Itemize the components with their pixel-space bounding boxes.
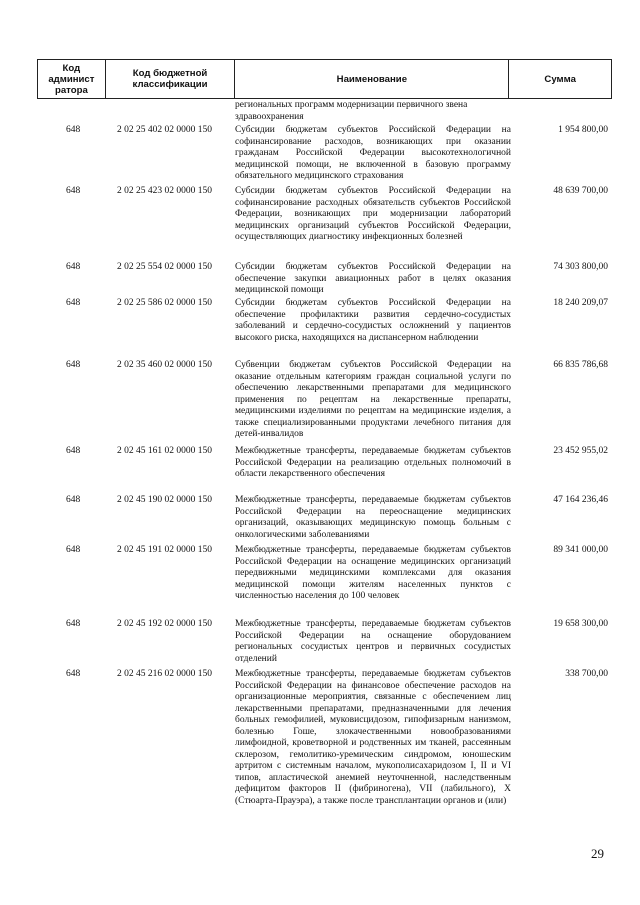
admin-code: 648 bbox=[66, 298, 81, 308]
item-name: Межбюджетные трансферты, передаваемые бюджетам субъектов Российской Федерации на реализацию отдельных полномочий в области лекарственного обеспечения bbox=[235, 446, 511, 479]
header-budget-code: Код бюджетной классификации bbox=[106, 60, 236, 98]
budget-code: 2 02 25 554 02 0000 150 bbox=[117, 262, 212, 272]
item-name: Межбюджетные трансферты, передаваемые бюджетам субъектов Российской Федерации на переоснащение медицинских организаций, оказывающих медицинскую помощь больным с онкологическими заболеваниями bbox=[235, 495, 511, 540]
admin-code: 648 bbox=[66, 619, 81, 629]
budget-code: 2 02 25 423 02 0000 150 bbox=[117, 186, 212, 196]
item-name: Межбюджетные трансферты, передаваемые бюджетам субъектов Российской Федерации на финансовое обеспечение расходов на организационные мероприятия, связанные с обеспечением лиц лекарственными препаратами, предназначенными для лечения больных гемофилией, муковисцидозом, гипофизарным нанизмом, болезнью Гоше, злокачественными новообразованиями лимфоидной, кроветворной и родственных им тканей, рассеянным склерозом, гемолитико-уремическим синдромом, юношеским артритом с системным началом, мукополисахаридозом I, II и VI типов, апластической анемией неуточненной, наследственным дефицитом факторов II (фибриногена), VII (лабильного), X (Стюарта-Прауэра), а также после трансплантации органов и (или) bbox=[235, 669, 511, 806]
item-sum: 48 639 700,00 bbox=[553, 186, 608, 196]
admin-code: 648 bbox=[66, 545, 81, 555]
header-admin-code bbox=[38, 60, 106, 98]
admin-code: 648 bbox=[66, 669, 81, 679]
table-header bbox=[37, 59, 612, 99]
admin-code: 648 bbox=[66, 125, 81, 135]
item-sum: 19 658 300,00 bbox=[553, 619, 608, 629]
budget-code: 2 02 25 586 02 0000 150 bbox=[117, 298, 212, 308]
item-name: Субсидии бюджетам субъектов Российской Федерации на софинансирование расходов, возникающих при оказании гражданам Российской Федерации высокотехнологичной медицинской помощи, не включенной в базовую программу обязательного медицинского страхования bbox=[235, 125, 511, 181]
item-sum: 338 700,00 bbox=[565, 669, 608, 679]
item-name: Субсидии бюджетам субъектов Российской Федерации на обеспечение закупки авиационных работ в целях оказания медицинской помощи bbox=[235, 262, 511, 295]
budget-code: 2 02 45 190 02 0000 150 bbox=[117, 495, 212, 505]
item-sum: 66 835 786,68 bbox=[553, 360, 608, 370]
item-name: Межбюджетные трансферты, передаваемые бюджетам субъектов Российской Федерации на оснащение медицинских организаций передвижными медицинскими комплексами для оказания медицинской помощи жителям населенных пунктов с численностью населения до 100 человек bbox=[235, 545, 511, 601]
admin-code: 648 bbox=[66, 360, 81, 370]
budget-code: 2 02 45 192 02 0000 150 bbox=[117, 619, 212, 629]
item-sum: 89 341 000,00 bbox=[553, 545, 608, 555]
budget-code: 2 02 45 216 02 0000 150 bbox=[117, 669, 212, 679]
admin-code: 648 bbox=[66, 446, 81, 456]
budget-code: 2 02 45 161 02 0000 150 bbox=[117, 446, 212, 456]
item-name: Субсидии бюджетам субъектов Российской Федерации на обеспечение профилактики развития сердечно-сосудистых заболеваний и сердечно-сосудистых осложнений у пациентов высокого риска, находящихся на диспансерном наблюдении bbox=[235, 298, 511, 343]
continuation-text: региональных программ модернизации первичного звена здравоохранения bbox=[235, 100, 468, 122]
item-sum: 74 303 800,00 bbox=[553, 262, 608, 272]
item-sum: 18 240 209,07 bbox=[553, 298, 608, 308]
budget-code: 2 02 45 191 02 0000 150 bbox=[117, 545, 212, 555]
item-name: Субсидии бюджетам субъектов Российской Федерации на софинансирование расходных обязательств субъектов Российской Федерации, возникающих при модернизации лабораторий медицинских организаций субъектов Российской Федерации, осуществляющих диагностику инфекционных болезней bbox=[235, 186, 511, 242]
budget-code: 2 02 35 460 02 0000 150 bbox=[117, 360, 212, 370]
item-sum: 1 954 800,00 bbox=[558, 125, 608, 135]
header-admin-code-text: Код админист ратора bbox=[48, 62, 95, 96]
item-name: Субвенции бюджетам субъектов Российской Федерации на оказание отдельным категориям граждан социальной услуги по обеспечению лекарственными препаратами для медицинского применения по рецептам на лекарственные препараты, медицинскими изделиями по рецептам на медицинские изделия, а также специализированными продуктами лечебного питания для детей-инвалидов bbox=[235, 360, 511, 439]
admin-code: 648 bbox=[66, 495, 81, 505]
item-sum: 47 164 236,46 bbox=[553, 495, 608, 505]
item-sum: 23 452 955,02 bbox=[553, 446, 608, 456]
page-number: 29 bbox=[591, 846, 604, 861]
header-sum: Сумма bbox=[544, 73, 576, 85]
budget-code: 2 02 25 402 02 0000 150 bbox=[117, 125, 212, 135]
admin-code: 648 bbox=[66, 186, 81, 196]
header-name: Наименование bbox=[235, 60, 509, 98]
item-name: Межбюджетные трансферты, передаваемые бюджетам субъектов Российской Федерации на оснащение оборудованием региональных сосудистых центров и первичных сосудистых отделений bbox=[235, 619, 511, 664]
admin-code: 648 bbox=[66, 262, 81, 272]
